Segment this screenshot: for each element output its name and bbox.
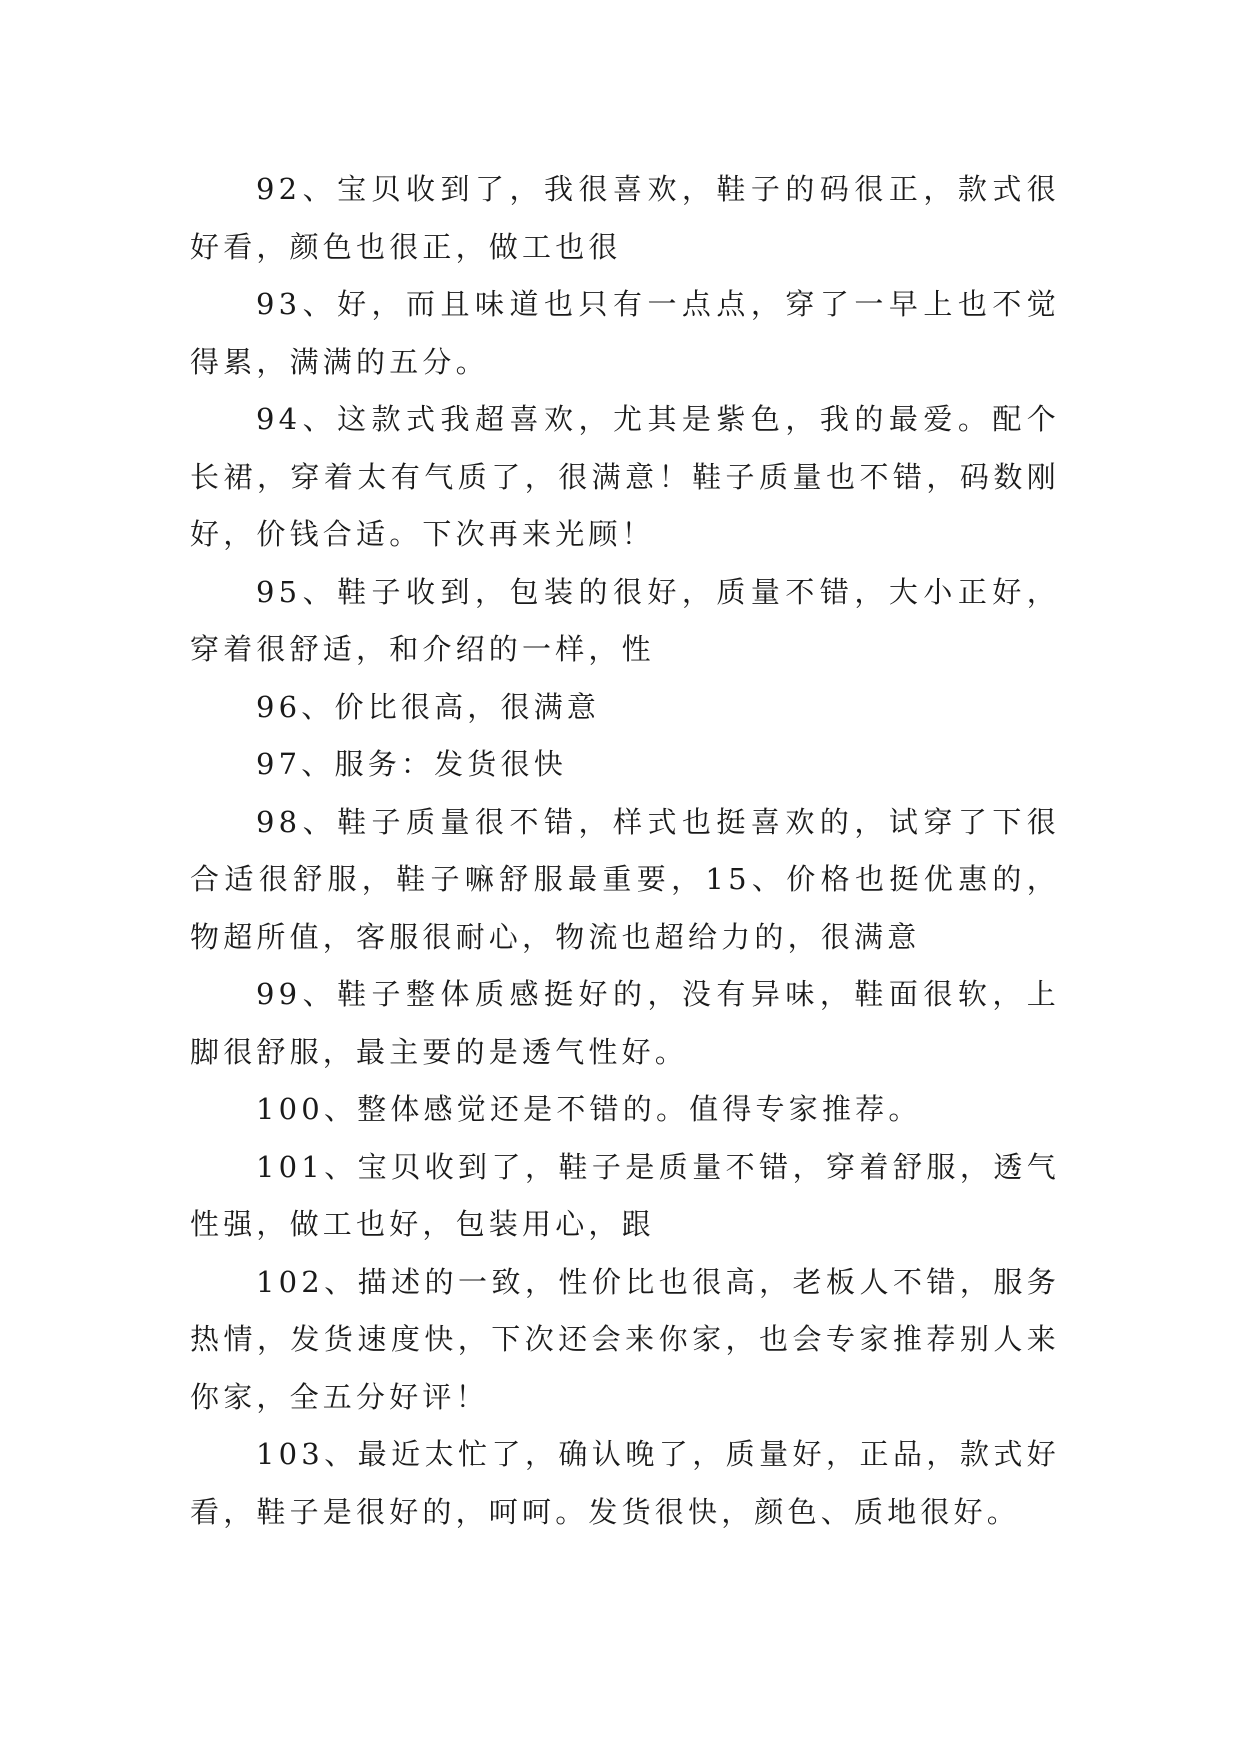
document-body xyxy=(190,161,1060,1541)
review-paragraph-96: 96、价比很高，很满意 xyxy=(256,689,601,724)
review-paragraph-93: 93、好，而且味道也只有一点点，穿了一早上也不觉得累，满满的五分。 xyxy=(190,287,1060,379)
review-paragraph-99: 99、鞋子整体质感挺好的，没有异味，鞋面很软，上脚很舒服，最主要的是透气性好。 xyxy=(190,977,1060,1069)
review-paragraph-92: 92、宝贝收到了，我很喜欢，鞋子的码很正，款式很好看，颜色也很正，做工也很 xyxy=(190,172,1060,264)
review-paragraph-95: 95、鞋子收到，包装的很好，质量不错，大小正好，穿着很舒适，和介绍的一样，性 xyxy=(190,574,1060,666)
review-paragraph-98: 98、鞋子质量很不错，样式也挺喜欢的，试穿了下很合适很舒服，鞋子嘛舒服最重要，15、价格也挺优惠的，物超所值，客服很耐心，物流也超给力的，很满意 xyxy=(190,804,1060,954)
review-paragraph-94: 94、这款式我超喜欢，尤其是紫色，我的最爱。配个长裙，穿着太有气质了，很满意！鞋子质量也不错，码数刚好，价钱合适。下次再来光顾！ xyxy=(190,402,1060,551)
review-paragraph-101: 101、宝贝收到了，鞋子是质量不错，穿着舒服，透气性强，做工也好，包装用心，跟 xyxy=(190,1149,1060,1241)
review-paragraph-100: 100、整体感觉还是不错的。值得专家推荐。 xyxy=(256,1092,922,1126)
review-paragraph-103: 103、最近太忙了，确认晚了，质量好，正品，款式好看，鞋子是很好的，呵呵。发货很快，颜色、质地很好。 xyxy=(190,1437,1060,1529)
review-paragraph-102: 102、描述的一致，性价比也很高，老板人不错，服务热情，发货速度快，下次还会来你家，也会专家推荐别人来你家，全五分好评！ xyxy=(190,1264,1060,1414)
review-paragraph-97: 97、服务：发货很快 xyxy=(256,747,567,781)
